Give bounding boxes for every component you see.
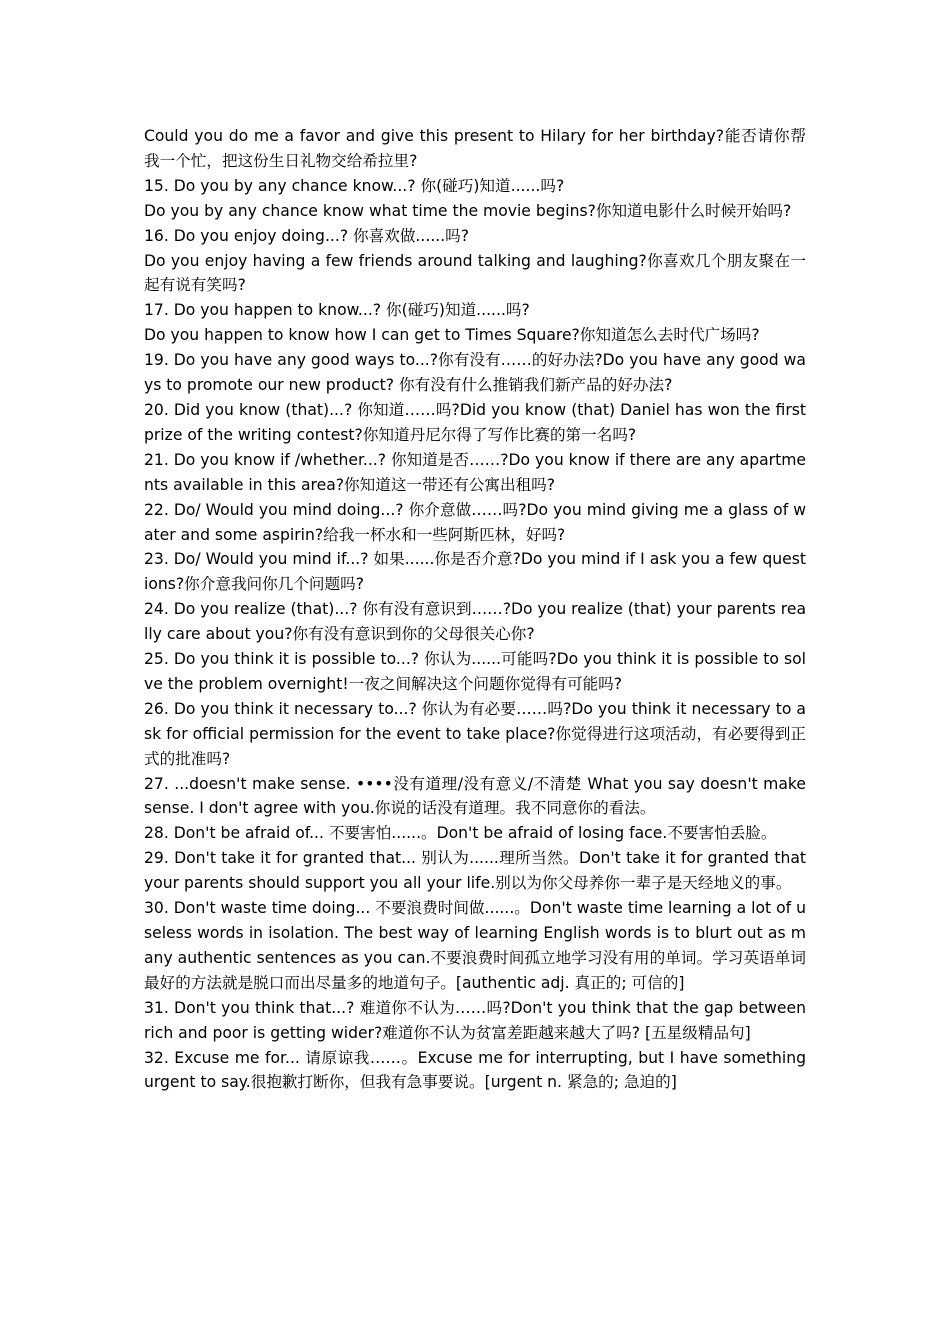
paragraph: 23. Do/ Would you mind if...? 如果......你是否介意?Do you mind if I ask you a few questions?你介意我问你几个问题吗? (144, 550, 806, 594)
paragraph: 17. Do you happen to know...? 你(碰巧)知道......吗? (144, 301, 530, 320)
paragraph: 27. ...doesn't make sense. ••••没有道理/没有意义/不清楚 What you say doesn't make sense. I don't agree with you.你说的话没有道理。我不同意你的看法。 (144, 774, 806, 818)
paragraph: 31. Don't you think that...? 难道你不认为……吗?Don't you think that the gap between rich and poor is getting wider?难道你不认为贫富差距越来越大了吗? [五星级精品句] (144, 998, 806, 1042)
paragraph: 32. Excuse me for... 请原谅我……。Excuse me for interrupting, but I have something urgent to say.很抱歉打断你，但我有急事要说。[urgent n. 紧急的; 急迫的] (144, 1048, 806, 1092)
paragraph: Do you happen to know how I can get to Times Square?你知道怎么去时代广场吗? (144, 326, 760, 345)
paragraph: 30. Don't waste time doing... 不要浪费时间做......。Don't waste time learning a lot of useless words in isolation. The best way of learning English words is to blurt out as many authentic sentences as you can.不要浪费时间孤立地学习没有用的单词。学习英语单词最好的方法就是脱口而出尽量多的地道句子。[authentic adj. 真正的; 可信的] (144, 899, 806, 992)
paragraph: 22. Do/ Would you mind doing...? 你介意做……吗?Do you mind giving me a glass of water and some aspirin?给我一杯水和一些阿斯匹林，好吗? (144, 500, 806, 544)
paragraph: Do you enjoy having a few friends around talking and laughing?你喜欢几个朋友聚在一起有说有笑吗? (144, 251, 806, 295)
paragraph: Could you do me a favor and give this present to Hilary for her birthday?能否请你帮我一个忙，把这份生日礼物交给希拉里? (144, 127, 806, 170)
paragraph: 28. Don't be afraid of... 不要害怕......。Don't be afraid of losing face.不要害怕丢脸。 (144, 824, 777, 843)
paragraph: 26. Do you think it necessary to...? 你认为有必要……吗?Do you think it necessary to ask for official permission for the event to take place?你觉得进行这项活动，有必要得到正式的批准吗? (144, 699, 806, 768)
paragraph: 20. Did you know (that)...? 你知道……吗?Did you know (that) Daniel has won the first prize of the writing contest?你知道丹尼尔得了写作比赛的第一名吗? (144, 400, 806, 444)
paragraph: 25. Do you think it is possible to...? 你认为......可能吗?Do you think it is possible to solve the problem overnight!一夜之间解决这个问题你觉得有可能吗? (144, 650, 806, 693)
paragraph: 24. Do you realize (that)...? 你有没有意识到……?Do you realize (that) your parents really care about you?你有没有意识到你的父母很关心你? (144, 600, 807, 644)
document-page (144, 124, 806, 1095)
paragraph: 29. Don't take it for granted that... 别认为......理所当然。Don't take it for granted that your parents should support you all your life.别以为你父母养你一辈子是天经地义的事。 (144, 849, 806, 893)
paragraph: 15. Do you by any chance know...? 你(碰巧)知道......吗? (144, 176, 565, 195)
paragraph: 21. Do you know if /whether...? 你知道是否……?Do you know if there are any apartments available in this area?你知道这一带还有公寓出租吗? (144, 450, 806, 494)
paragraph: Do you by any chance know what time the movie begins?你知道电影什么时候开始吗? (144, 201, 792, 220)
paragraph: 16. Do you enjoy doing...? 你喜欢做......吗? (144, 226, 470, 245)
paragraph: 19. Do you have any good ways to...?你有没有……的好办法?Do you have any good ways to promote our new product? 你有没有什么推销我们新产品的好办法? (144, 351, 806, 395)
